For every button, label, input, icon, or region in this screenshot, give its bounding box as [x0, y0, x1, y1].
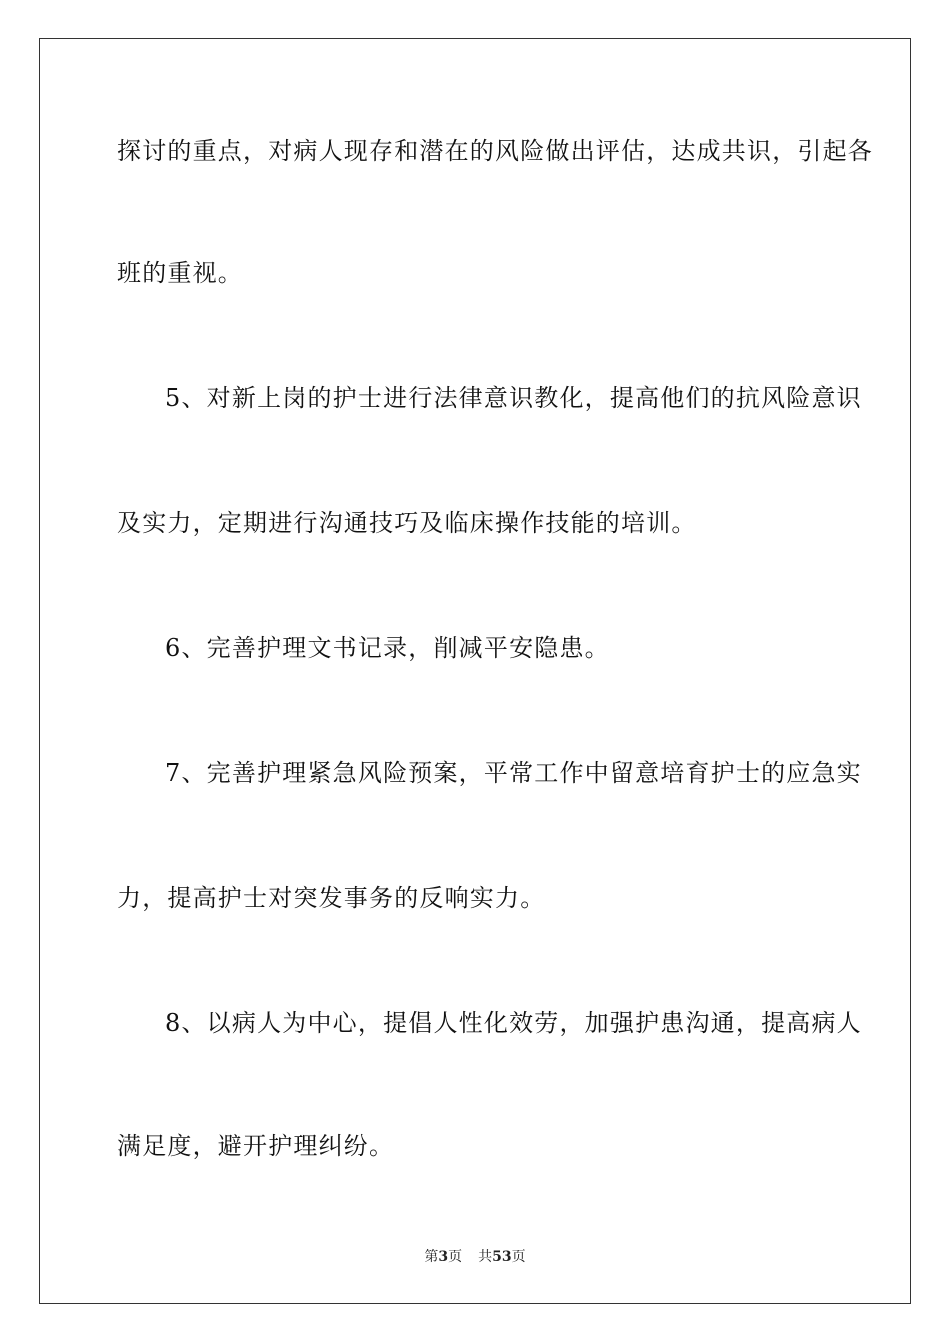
body-text-line: 探讨的重点，对病人现存和潜在的风险做出评估，达成共识，引起各	[117, 137, 873, 165]
page-number: 3	[438, 1249, 449, 1265]
body-text-line: 及实力，定期进行沟通技巧及临床操作技能的培训。	[117, 509, 697, 537]
body-text-line: 力，提高护士对突发事务的反响实力。	[117, 884, 546, 912]
body-text-line: 6、完善护理文书记录，削减平安隐患。	[165, 634, 610, 662]
total-pages: 53	[492, 1249, 512, 1265]
body-text-line: 7、完善护理紧急风险预案，平常工作中留意培育护士的应急实	[165, 759, 862, 787]
total-suffix: 页	[511, 1249, 526, 1265]
body-text-line: 班的重视。	[117, 259, 243, 287]
page-footer	[0, 1248, 950, 1266]
page-suffix: 页	[448, 1249, 463, 1265]
body-text-line: 5、对新上岗的护士进行法律意识教化，提高他们的抗风险意识	[165, 384, 862, 412]
body-text-line: 满足度，避开护理纠纷。	[117, 1132, 395, 1160]
body-text-line: 8、以病人为中心，提倡人性化效劳，加强护患沟通，提高病人	[165, 1009, 862, 1037]
page-prefix: 第	[424, 1249, 439, 1265]
total-prefix: 共	[478, 1249, 493, 1265]
page-border	[39, 38, 911, 1304]
